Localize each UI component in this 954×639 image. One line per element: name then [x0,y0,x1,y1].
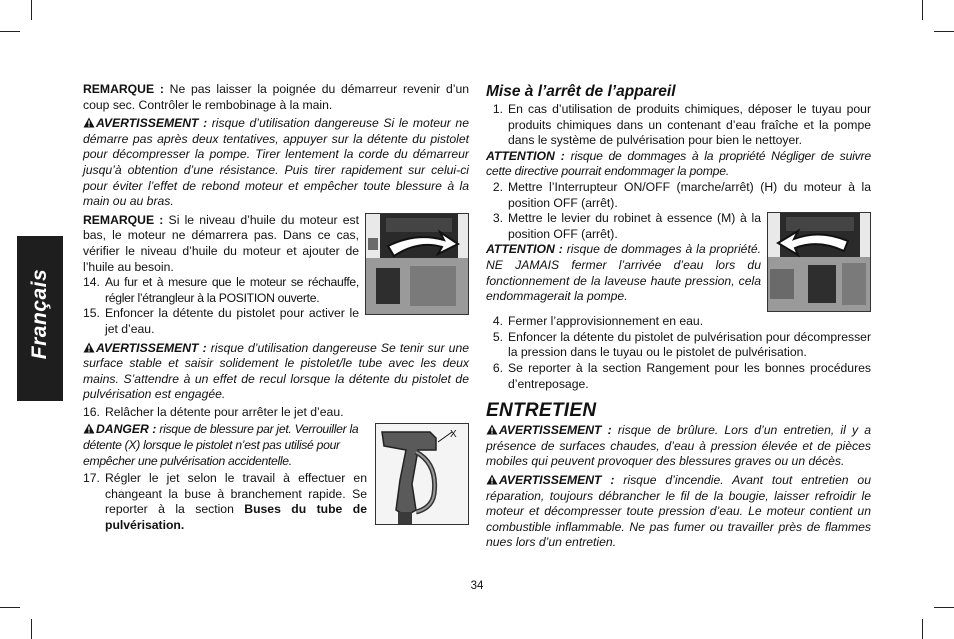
crop-mark [934,607,954,608]
engine-start-figure [365,213,469,315]
warning-triangle-icon [83,117,95,128]
crop-mark [934,31,954,32]
crop-mark [31,0,32,20]
crop-mark [922,0,923,20]
crop-mark [31,619,32,639]
warning-fire: AVERTISSEMENT : risque d’incendie. Avant tout entretien ou réparation, toujours débrancher le fil de la bougie, laisser refroidir le moteur et décompresser toute pression d’eau. Le moteur contient un combustible inflammable. Ne pas fumer ou travailler près de flammes nues lors d’un entretien. [486,472,871,550]
engine-choke-illustration [366,214,468,314]
section-heading-maintenance: ENTRETIEN [486,400,597,422]
spray-gun-illustration [376,424,468,524]
list-item-4: 4. Fermer l’approvisionnement en eau. [492,314,704,329]
attention-water: ATTENTION : risque de dommages à la propriété. NE JAMAIS fermer l’arrivée d’eau lors du fonctionnement de la laveuse haute pression, cela endommagerait la pompe. [486,242,761,304]
remarque-oil: REMARQUE : Si le niveau d’huile du moteur est bas, le moteur ne démarrera pas. Dans ce cas, vérifier le niveau d’huile du moteur et ajouter de l’huile au besoin. [83,212,359,274]
warning-recoil: AVERTISSEMENT : risque d’utilisation dangereuse Se tenir sur une surface stable et saisir solidement le pistolet/le tube avec les deux mains. S’attendre à un effet de recul lorsque la détente du pistolet de pulvérisation est engagée. [83,340,469,402]
warning-triangle-icon [83,423,95,434]
list-item-3: 3. Mettre le levier du robinet à essence (M) à la position OFF (arrêt). [492,211,761,241]
list-item-16: 16. Relâcher la détente pour arrêter le jet d’eau. [83,404,344,419]
list-item-1: 1. En cas d’utilisation de produits chimiques, déposer le tuyau pour produits chimiques dans un contenant d’eau fraîche et la pompe dans le système de pulvérisation pour bien le nettoyer. [492,102,871,148]
trigger-lock-label: X [450,429,457,441]
left-column [83,82,469,534]
warning-restart: AVERTISSEMENT : risque d’utilisation dangereuse Si le moteur ne démarre pas après deux tentatives, appuyer sur la détente du pistolet pour décompresser la pompe. Tirer lentement la corde du démarreur jusqu’à obtention d’une résistance. Puis tirer rapidement sur celui-ci pour éviter l’effet de rebond moteur et empêcher toute blessure à la main ou au bras. [83,116,469,209]
list-item-14: 14. Au fur et à mesure que le moteur se réchauffe, régler l’étrangleur à la POSITION ouverte. [83,275,359,305]
page-number: 34 [470,580,484,592]
warning-triangle-icon [83,342,95,353]
warning-triangle-icon [486,474,498,485]
warning-burn: AVERTISSEMENT : risque de brûlure. Lors d’un entretien, il y a présence de surfaces chaudes, d’eau à pression élevée et de pièces mobiles qui peuvent provoquer des blessures graves ou un décès. [486,423,871,469]
list-item-5: 5. Enfoncer la détente du pistolet de pulvérisation pour décompresser la pression dans le tuyau ou le pistolet de pulvérisation. [492,329,871,360]
crop-mark [922,619,923,639]
warning-triangle-icon [486,424,498,435]
list-item-17: 17. Régler le jet selon le travail à effectuer en changeant la buse à branchement rapide. Se reporter à la section Buses du tube de pulvérisation. [83,471,367,533]
attention-pump: ATTENTION : risque de dommages à la propriété Négliger de suivre cette directive pourrait endommager la pompe. [486,148,871,179]
language-tab [17,236,63,401]
crop-mark [0,607,20,608]
section-heading-shutdown: Mise à l’arrêt de l’appareil [486,83,676,100]
language-tab-label: Français [28,268,51,360]
right-column [486,82,871,551]
list-item-6: 6. Se reporter à la section Rangement pour les bonnes procédures d’entreposage. [492,360,871,391]
engine-off-illustration [768,213,870,311]
list-item-2: 2. Mettre l’Interrupteur ON/OFF (marche/arrêt) (H) du moteur à la position OFF (arrêt). [492,179,871,210]
engine-stop-figure [767,212,871,312]
danger-injection: DANGER : risque de blessure par jet. Verrouiller la détente (X) lorsque le pistolet n’est pas utilisé pour empêcher une pulvérisation accidentelle. [83,422,359,468]
remarque-start: REMARQUE : Ne pas laisser la poignée du démarreur revenir d’un coup sec. Contrôler le rembobinage à la main. [83,82,469,112]
crop-mark [0,31,20,32]
list-item-15: 15. Enfoncer la détente du pistolet pour activer le jet d’eau. [83,306,359,336]
spray-gun-figure [375,423,469,525]
